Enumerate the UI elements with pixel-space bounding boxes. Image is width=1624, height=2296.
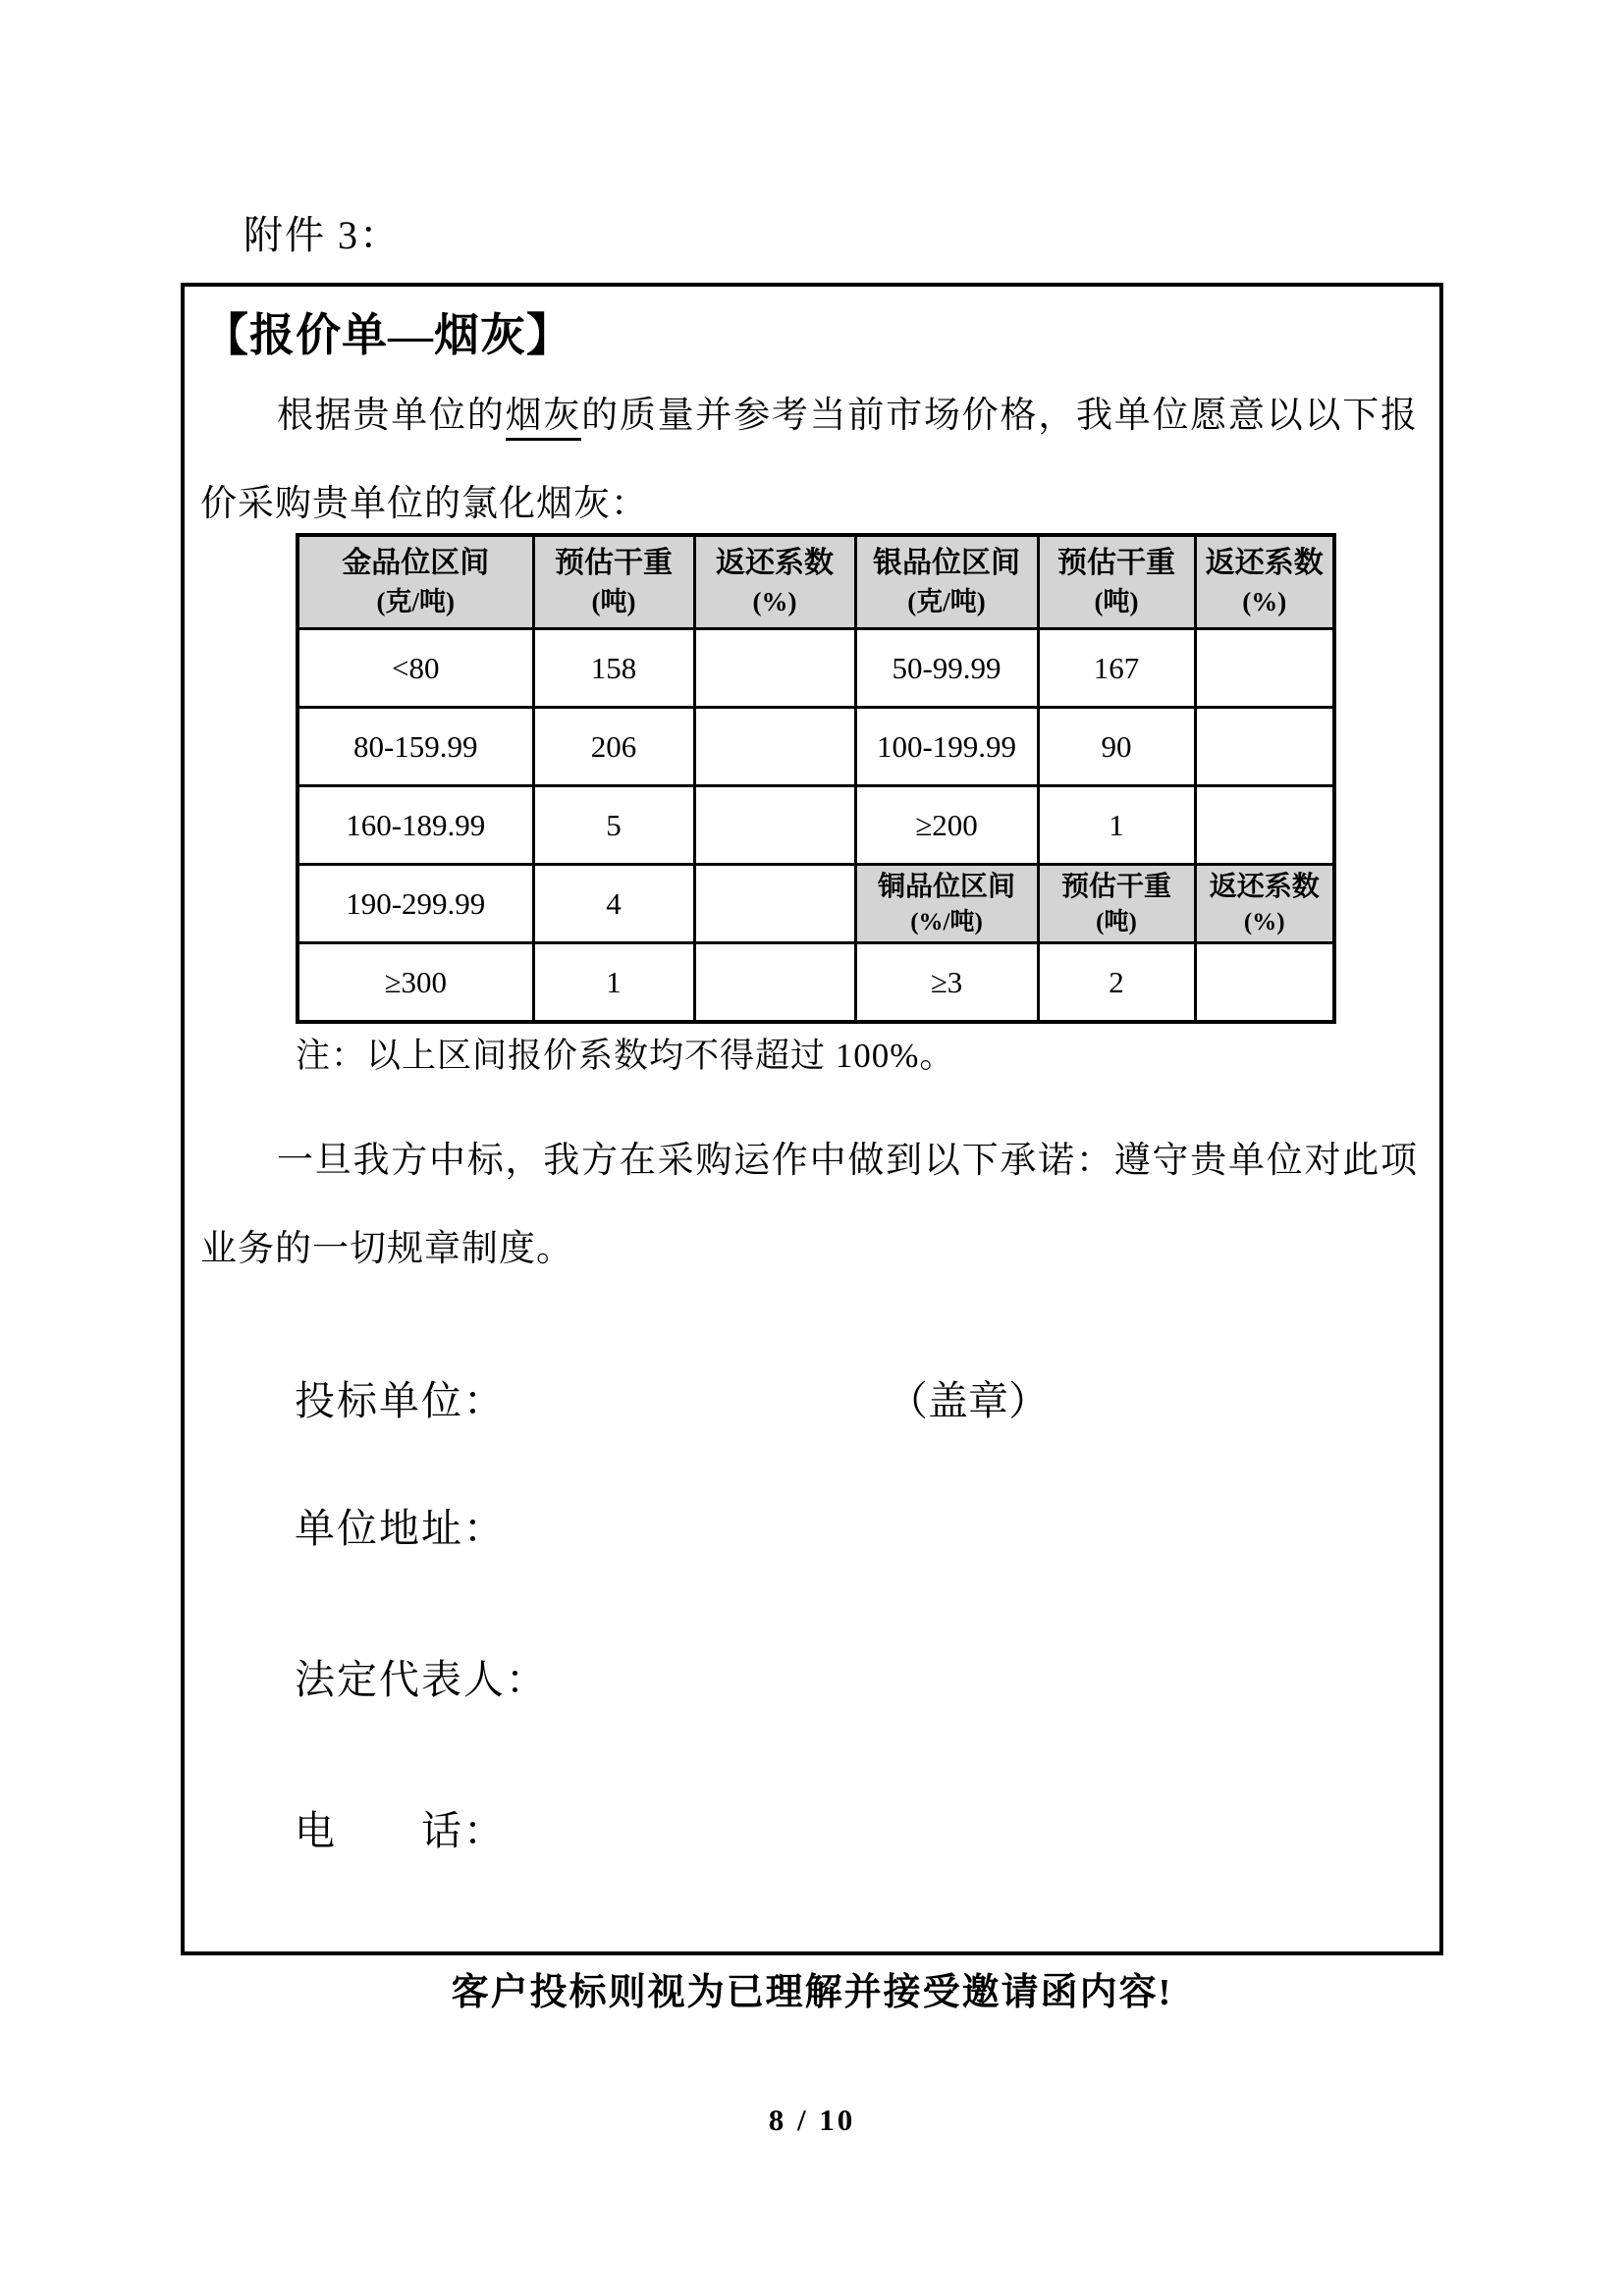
table-cell: 190-299.99 (298, 865, 533, 943)
subheader-unit: (吨) (1096, 908, 1137, 935)
intro-rest-text: 的质量并参考当前市场价格，我单位愿意以以下报价采购贵单位的氯化烟灰： (200, 396, 1419, 524)
table-cell: 206 (533, 708, 694, 786)
table-cell: <80 (298, 629, 533, 708)
table-cell-empty (694, 629, 855, 708)
header-gold-grade-interval (298, 535, 533, 629)
subheader-return-coefficient (1195, 865, 1334, 943)
table-cell: ≥300 (298, 943, 533, 1023)
header-text: 返还系数 (716, 547, 834, 580)
header-silver-grade-interval (855, 535, 1038, 629)
table-cell: 2 (1038, 943, 1195, 1023)
quotation-form-box (181, 283, 1443, 1955)
quotation-table (296, 533, 1336, 1024)
subheader-unit: (%) (1243, 908, 1285, 935)
header-estimated-dry-weight (533, 535, 694, 629)
header-text: 银品位区间 (873, 547, 1020, 580)
table-cell-empty (694, 786, 855, 865)
table-cell-empty (1195, 943, 1334, 1023)
table-row (298, 943, 1334, 1023)
table-cell: ≥200 (855, 786, 1038, 865)
table-row (298, 629, 1334, 708)
table-cell: 160-189.99 (298, 786, 533, 865)
header-unit: (%) (752, 587, 797, 617)
attachment-label: 附件 3： (244, 213, 401, 257)
intro-paragraph (200, 372, 1418, 549)
subheader-estimated-dry-weight (1038, 865, 1195, 943)
seal-label: （盖章） (888, 1378, 1049, 1423)
table-row (298, 865, 1334, 943)
table-cell: 1 (533, 943, 694, 1023)
header-unit: (吨) (591, 587, 636, 617)
subheader-copper-grade-interval (855, 865, 1038, 943)
table-cell: 100-199.99 (855, 708, 1038, 786)
header-estimated-dry-weight (1038, 535, 1195, 629)
subheader-text: 预估干重 (1060, 871, 1171, 902)
table-row (298, 786, 1334, 865)
bidder-unit-label: 投标单位： (295, 1378, 506, 1423)
header-unit: (克/吨) (376, 587, 455, 617)
table-cell: 50-99.99 (855, 629, 1038, 708)
form-title: 【报价单—烟灰】 (203, 310, 572, 360)
header-return-coefficient (694, 535, 855, 629)
header-text: 金品位区间 (342, 547, 490, 580)
table-cell-empty (1195, 786, 1334, 865)
subheader-unit: (%/吨) (910, 908, 983, 935)
unit-address-label: 单位地址： (295, 1506, 506, 1551)
table-cell-empty (694, 865, 855, 943)
subheader-text: 铜品位区间 (877, 871, 1015, 902)
intro-underlined-term: 烟灰 (506, 396, 582, 441)
table-cell: 5 (533, 786, 694, 865)
header-unit: (克/吨) (907, 587, 986, 617)
footer-note: 客户投标则视为已理解并接受邀请函内容! (451, 1972, 1173, 2013)
table-cell: 90 (1038, 708, 1195, 786)
header-unit: (吨) (1094, 587, 1139, 617)
subheader-text: 返还系数 (1209, 871, 1320, 902)
table-cell-empty (694, 943, 855, 1023)
legal-representative-label: 法定代表人： (295, 1657, 548, 1702)
table-cell: 167 (1038, 629, 1195, 708)
commitment-paragraph: 一旦我方中标，我方在采购运作中做到以下承诺：遵守贵单位对此项业务的一切规章制度。 (200, 1141, 1418, 1269)
table-cell: 158 (533, 629, 694, 708)
table-cell-empty (694, 708, 855, 786)
phone-label: 电 话： (295, 1808, 506, 1853)
header-text: 预估干重 (555, 547, 673, 580)
table-cell-empty (1195, 629, 1334, 708)
header-return-coefficient (1195, 535, 1334, 629)
table-cell: ≥3 (855, 943, 1038, 1023)
header-text: 预估干重 (1057, 547, 1175, 580)
page-number: 8 / 10 (768, 2103, 856, 2137)
header-text: 返还系数 (1205, 547, 1324, 580)
table-cell-empty (1195, 708, 1334, 786)
header-unit: (%) (1242, 587, 1287, 617)
intro-lead-text: 根据贵单位的 (277, 396, 506, 436)
table-cell: 4 (533, 865, 694, 943)
table-cell: 80-159.99 (298, 708, 533, 786)
table-cell: 1 (1038, 786, 1195, 865)
table-row (298, 708, 1334, 786)
table-note: 注：以上区间报价系数均不得超过 100%。 (296, 1037, 955, 1075)
table-header-row (298, 535, 1334, 629)
